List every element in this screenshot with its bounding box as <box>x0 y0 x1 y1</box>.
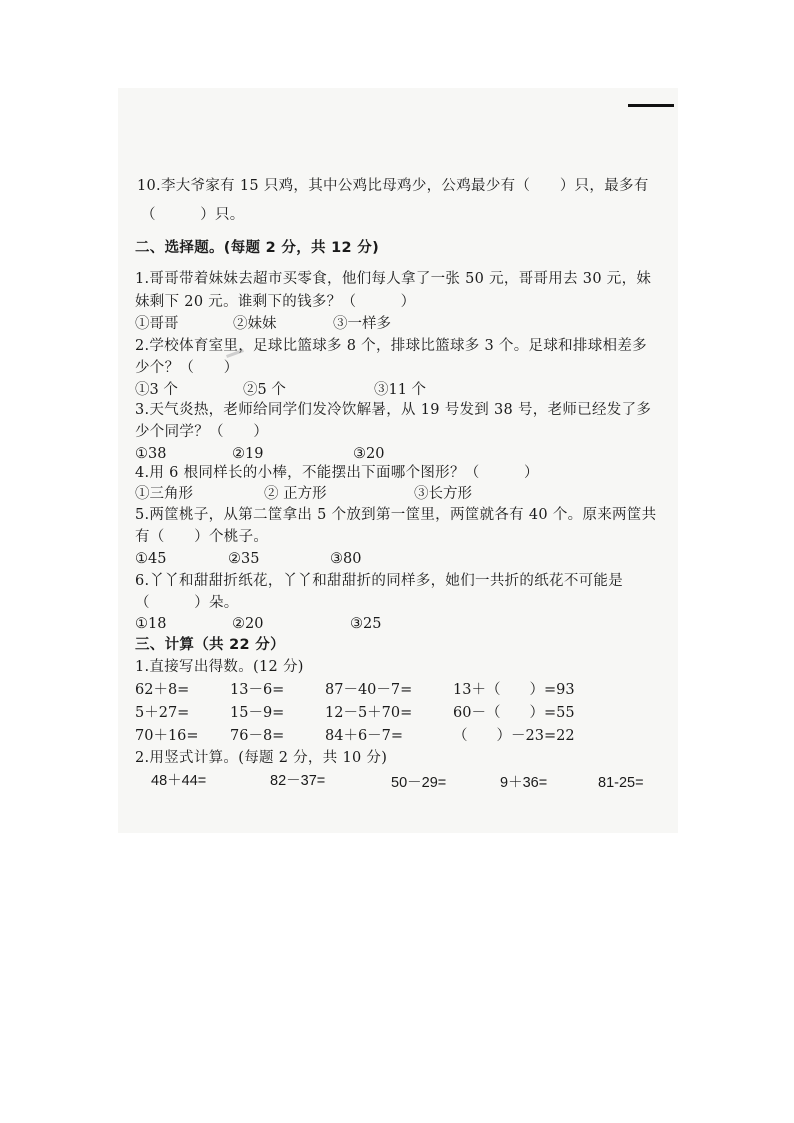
q10-line1: 10.李大爷家有 15 只鸡，其中公鸡比母鸡少，公鸡最少有（ ）只，最多有 <box>137 178 649 194</box>
s3-sub1: 1.直接写出得数。(12 分) <box>135 659 304 675</box>
section3-title: 三、计算（共 22 分） <box>135 637 285 653</box>
calc-r2-c2: 15－9= <box>230 705 285 721</box>
s2-q6-option-3: ③25 <box>350 616 382 632</box>
s2-q2-option-3: ③11 个 <box>374 382 427 398</box>
calc-r1-c3: 87－40－7= <box>325 682 413 698</box>
worksheet-page <box>118 88 678 833</box>
vertical-calc-3: 50－29= <box>391 775 447 791</box>
calc-r2-c1: 5＋27= <box>135 705 190 721</box>
s2-q5-option-2: ②35 <box>228 551 260 567</box>
s2-q3-option-1: ①38 <box>135 446 167 462</box>
vertical-calc-1: 48＋44= <box>151 773 207 789</box>
s2-q2-line2: 少个？（ ） <box>135 360 239 376</box>
s2-q3-line2: 少个同学？（ ） <box>135 424 269 440</box>
vertical-calc-2: 82－37= <box>270 773 326 789</box>
s2-q6-option-1: ①18 <box>135 616 167 632</box>
calc-r3-c4: （ ）－23=22 <box>453 728 575 744</box>
header-rule <box>628 104 674 107</box>
calc-r2-c3: 12－5＋70= <box>325 705 413 721</box>
s2-q5-option-1: ①45 <box>135 551 167 567</box>
s2-q1-option-1: ①哥哥 <box>135 316 179 332</box>
s2-q1-line1: 1.哥哥带着妹妹去超市买零食，他们每人拿了一张 50 元，哥哥用去 30 元，妹 <box>135 271 652 287</box>
calc-r2-c4: 60－（ ）=55 <box>453 705 575 721</box>
calc-r1-c4: 13＋（ ）=93 <box>453 682 575 698</box>
s2-q1-option-2: ②妹妹 <box>233 316 277 332</box>
calc-r3-c3: 84＋6－7= <box>325 728 404 744</box>
s2-q1-line2: 妹剩下 20 元。谁剩下的钱多？（ ） <box>135 294 416 310</box>
q10-line2: （ ）只。 <box>141 207 245 223</box>
s2-q3-line1: 3.天气炎热，老师给同学们发冷饮解暑，从 19 号发到 38 号，老师已经发了多 <box>135 402 652 418</box>
s2-q3-option-2: ②19 <box>232 446 264 462</box>
s2-q5-option-3: ③80 <box>330 551 362 567</box>
section2-title: 二、选择题。(每题 2 分，共 12 分) <box>135 240 380 256</box>
s2-q3-option-3: ③20 <box>353 446 385 462</box>
s2-q4-option-2: ② 正方形 <box>264 486 327 502</box>
vertical-calc-5: 81-25= <box>598 775 644 791</box>
s2-q2-line1: 2.学校体育室里，足球比篮球多 8 个，排球比篮球多 3 个。足球和排球相差多 <box>135 338 647 354</box>
s2-q4-option-1: ①三角形 <box>135 486 193 502</box>
s2-q6-option-2: ②20 <box>232 616 264 632</box>
s2-q6-line2: （ ）朵。 <box>135 595 239 611</box>
calc-r3-c1: 70＋16= <box>135 728 199 744</box>
s2-q6-line1: 6.丫丫和甜甜折纸花，丫丫和甜甜折的同样多，她们一共折的纸花不可能是 <box>135 573 624 589</box>
calc-r1-c1: 62＋8= <box>135 682 190 698</box>
vertical-calc-4: 9＋36= <box>500 775 548 791</box>
calc-r1-c2: 13－6= <box>230 682 285 698</box>
s2-q5-line2: 有（ ）个桃子。 <box>135 529 269 545</box>
s2-q2-option-1: ①3 个 <box>135 382 178 398</box>
s2-q2-option-2: ②5 个 <box>243 382 286 398</box>
s2-q4-line1: 4.用 6 根同样长的小棒，不能摆出下面哪个图形？（ ） <box>135 465 539 481</box>
s2-q4-option-3: ③长方形 <box>414 486 472 502</box>
s2-q5-line1: 5.两筐桃子，从第二筐拿出 5 个放到第一筐里，两筐就各有 40 个。原来两筐共 <box>135 507 657 523</box>
calc-r3-c2: 76－8= <box>230 728 285 744</box>
s2-q1-option-3: ③一样多 <box>333 316 391 332</box>
s3-sub2: 2.用竖式计算。(每题 2 分，共 10 分) <box>135 750 388 766</box>
